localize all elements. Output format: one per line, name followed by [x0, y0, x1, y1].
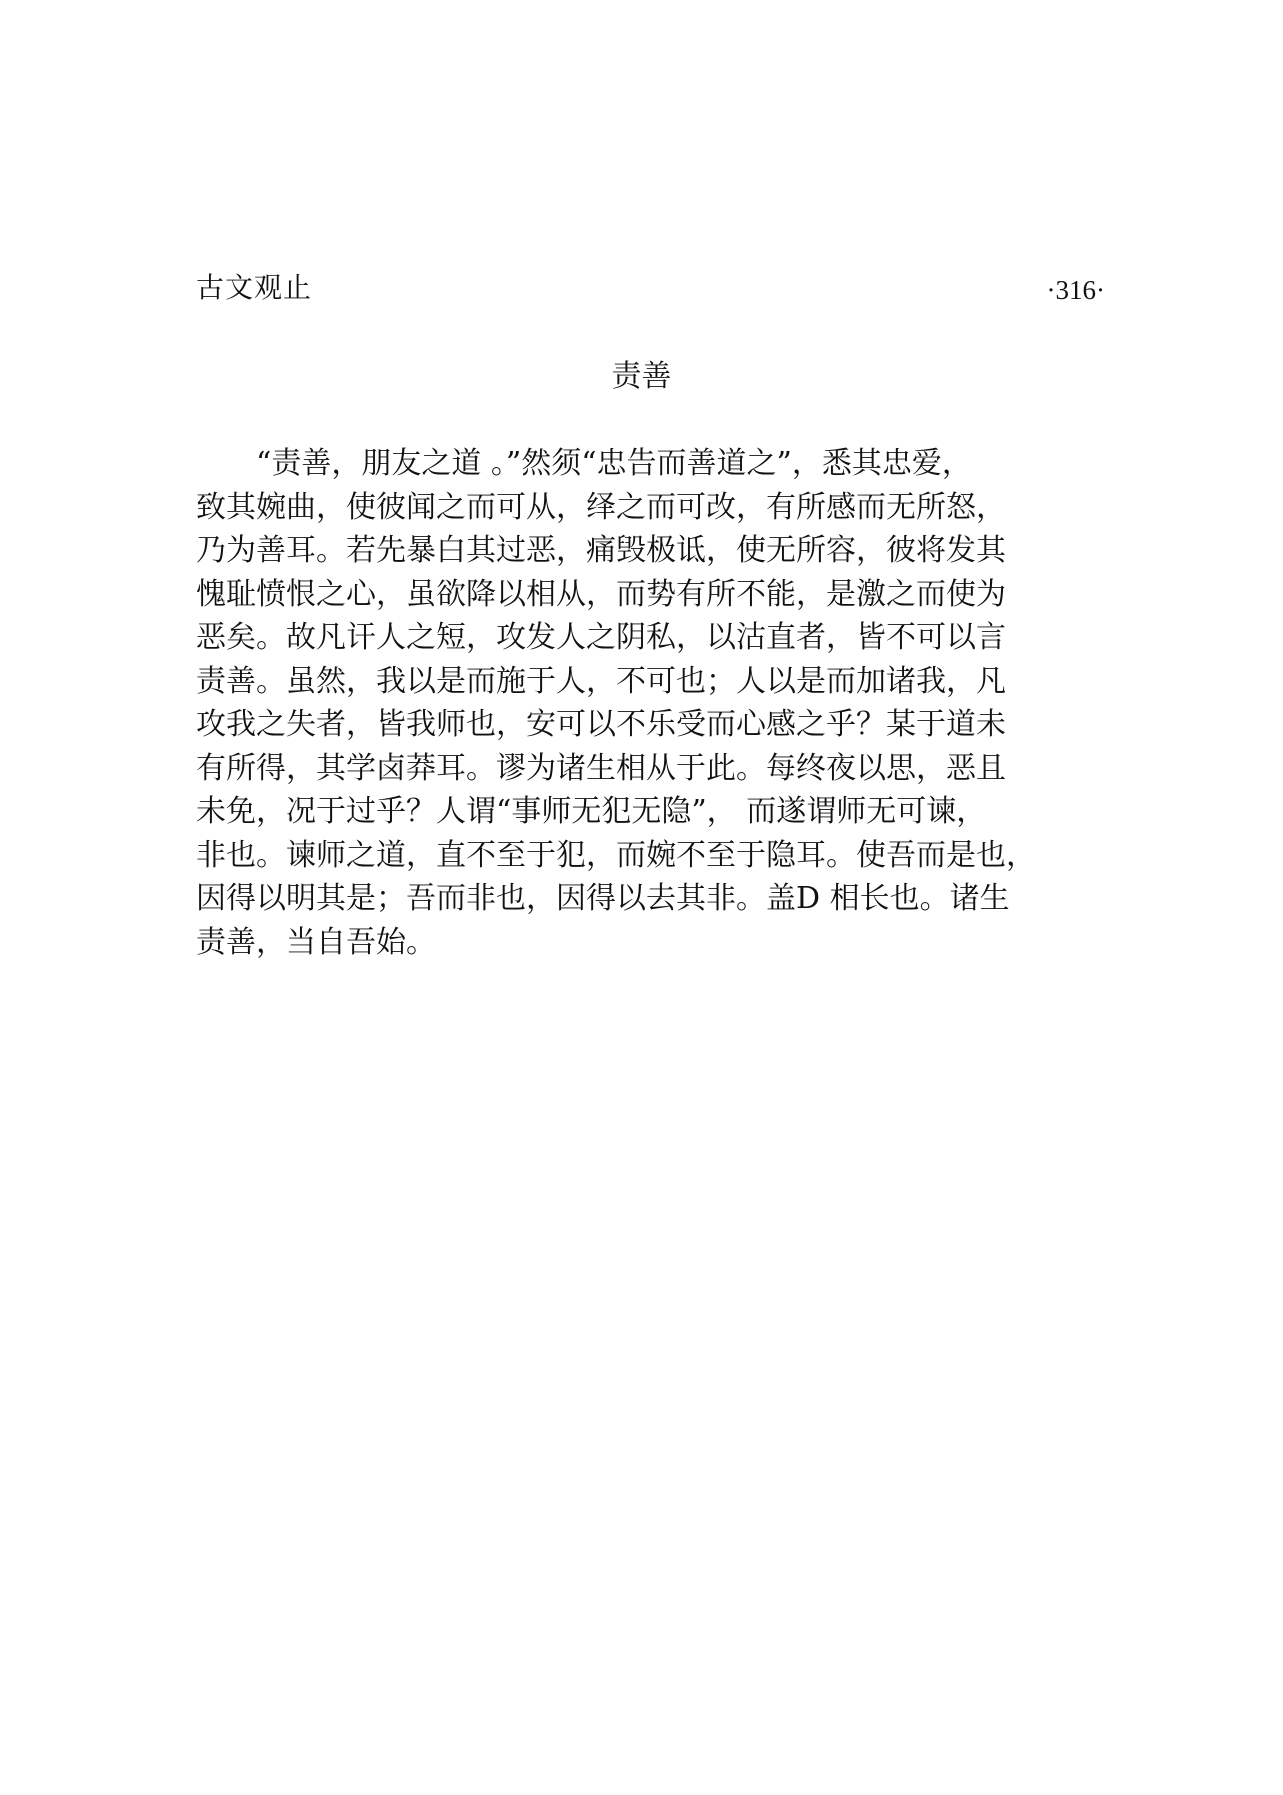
body-line: 有所得，其学卤莽耳。谬为诸生相从于此。每终夜以思，恶且	[196, 750, 1006, 786]
body-line: 因得以明其是；吾而非也，因得以去其非。盖D 相长也。诸生	[196, 881, 1010, 916]
body-line: 责善，当自吾始。	[196, 924, 436, 960]
body-line: 愧耻愤恨之心，虽欲降以相从，而势有所不能，是激之而使为	[196, 576, 1006, 612]
body-line: 未免，况于过乎？人谓“事师无犯无隐”， 而遂谓师无可谏，	[196, 794, 987, 829]
article-title: 责善	[611, 359, 672, 394]
body-line: 乃为善耳。若先暴白其过恶，痛毁极诋，使无所容，彼将发其	[196, 533, 1006, 568]
body-line: 致其婉曲，使彼闻之而可从，绎之而可改，有所感而无所怒，	[196, 489, 1006, 525]
book-title: 古文观止	[196, 271, 313, 304]
body-line: 恶矣。故凡讦人之短，攻发人之阴私，以沽直者，皆不可以言	[196, 620, 1006, 655]
body-line: 非也。谏师之道，直不至于犯，而婉不至于隐耳。使吾而是也，	[196, 837, 1036, 873]
body-line: “责善，朋友之道 。”然须“忠告而善道之”，悉其忠爱，	[256, 446, 972, 481]
page-number: ·316·	[1046, 275, 1105, 305]
article-body	[196, 442, 1096, 964]
body-line: 责善。虽然，我以是而施于人，不可也；人以是而加诸我，凡	[196, 663, 1006, 699]
body-line: 攻我之失者，皆我师也，安可以不乐受而心感之乎？某于道未	[196, 707, 1006, 742]
